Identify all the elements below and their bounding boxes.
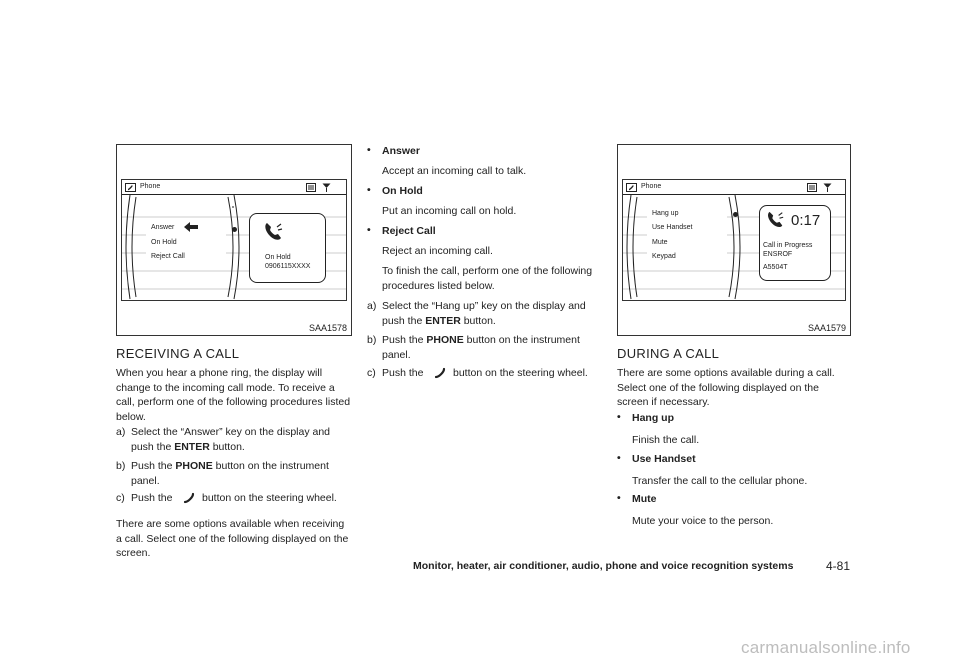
antenna-icon [322, 183, 331, 192]
heading-during-a-call: DURING A CALL [617, 346, 720, 361]
status-number: 0906115XXXX [265, 263, 311, 270]
call-timer: 0:17 [791, 212, 821, 229]
bullet-use-handset: • Use Handset Transfer the call to the cellular phone. [617, 452, 808, 487]
menu-item-mute[interactable]: Mute [652, 239, 668, 246]
bullet-on-hold: • On Hold Put an incoming call on hold. [367, 184, 517, 217]
finish-call-note: To finish the call, perform one of the following procedures listed below. [382, 265, 593, 292]
left-arrow-icon [184, 222, 198, 232]
menu-item-answer[interactable]: Answer [151, 224, 175, 231]
heading-receiving-a-call: RECEIVING A CALL [116, 346, 240, 361]
finish-step-b: b) Push the PHONE button on the instrument panel. [367, 334, 580, 361]
menu-item-on-hold[interactable]: On Hold [151, 239, 177, 246]
phone-screen-incoming [121, 179, 347, 301]
steering-phone-icon [434, 367, 446, 379]
receiving-step-a: a) Select the “Answer” key on the display and push the ENTER button. [116, 426, 331, 453]
finish-step-a: a) Select the “Hang up” key on the display and push the ENTER button. [367, 300, 586, 327]
watermark: carmanualsonline.info [741, 638, 911, 657]
phone-icon [626, 183, 637, 192]
screen-title: Phone [641, 183, 662, 190]
during-intro: There are some options available during a call. Select one of the following displayed on the screen if necessary. [617, 367, 835, 408]
bullet-reject-call: • Reject Call Reject an incoming call. [367, 224, 493, 257]
screen-title: Phone [140, 183, 161, 190]
receiving-outro: There are some options available when receiving a call. Select one of the following displayed on the screen. [116, 518, 349, 559]
status-caller-id: A5504T [763, 264, 788, 271]
phone-handset-icon [262, 221, 284, 243]
figure-caption: SAA1578 [308, 323, 347, 333]
receiving-intro: When you hear a phone ring, the display will change to the incoming call mode. To receive a call, perform one of the following procedures listed below. [116, 367, 351, 423]
status-call-in-progress: Call in Progress [763, 242, 813, 249]
phone-handset-icon [765, 210, 785, 230]
page-number: 4-81 [826, 559, 851, 573]
selection-dot [733, 212, 738, 217]
status-panel [249, 213, 326, 283]
phone-icon [125, 183, 136, 192]
menu-item-keypad[interactable]: Keypad [652, 253, 676, 260]
steering-phone-icon [183, 492, 195, 504]
finish-step-c: c) Push the button on the steering wheel. [367, 367, 588, 379]
receiving-step-b: b) Push the PHONE button on the instrument panel. [116, 460, 329, 487]
bullet-mute: • Mute Mute your voice to the person. [617, 492, 774, 527]
figure-saa1578 [116, 144, 352, 336]
footer-section-title: Monitor, heater, air conditioner, audio, phone and voice recognition systems [413, 560, 794, 572]
status-on-hold: On Hold [265, 254, 291, 261]
figure-saa1579 [617, 144, 851, 336]
menu-item-reject-call[interactable]: Reject Call [151, 253, 185, 260]
menu-item-hang-up[interactable]: Hang up [652, 210, 679, 217]
figure-caption: SAA1579 [807, 323, 846, 333]
signal-bars-icon [306, 183, 316, 192]
receiving-step-c: c) Push the button on the steering wheel. [116, 492, 337, 504]
bullet-hang-up: • Hang up Finish the call. [617, 411, 700, 446]
menu-item-use-handset[interactable]: Use Handset [652, 224, 693, 231]
signal-bars-icon [807, 183, 817, 192]
antenna-icon [823, 183, 832, 192]
selection-dot [232, 227, 237, 232]
phone-screen-in-call [622, 179, 846, 301]
bullet-answer: • Answer Accept an incoming call to talk. [367, 144, 527, 177]
status-caller-name: ENSROF [763, 251, 793, 258]
